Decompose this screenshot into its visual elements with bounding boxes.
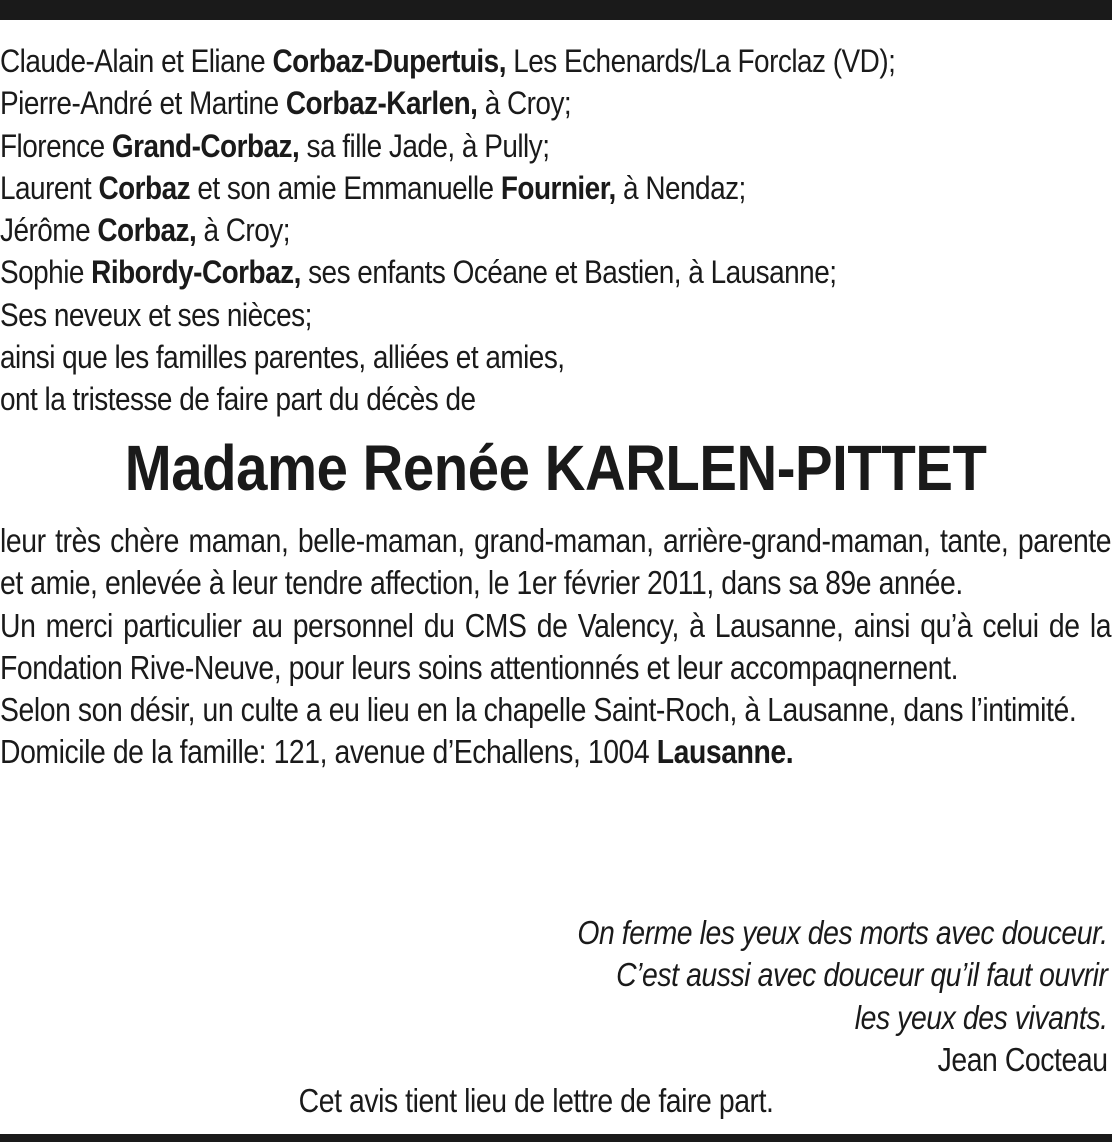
notice-body — [0, 520, 1111, 774]
announcement-line: ont la tristesse de faire part du décès de — [0, 381, 476, 418]
relatives-line: Ses neveux et ses nièces; — [0, 296, 312, 333]
family-line: Laurent Corbaz et son amie Emmanuelle Fournier, à Nendaz; — [0, 169, 746, 206]
bottom-rule — [0, 1134, 1112, 1142]
family-line: Claude-Alain et Eliane Corbaz-Dupertuis, Les Echenards/La Forclaz (VD); — [0, 43, 896, 79]
family-list — [0, 40, 956, 421]
quote-author: Jean Cocteau — [938, 1040, 1108, 1078]
family-line: Florence Grand-Corbaz, sa fille Jade, à Pully; — [0, 127, 550, 164]
quote-line: C’est aussi avec douceur qu’il faut ouvrir — [616, 956, 1108, 994]
family-line: Jérôme Corbaz, à Croy; — [0, 212, 290, 249]
thanks-paragraph: Un merci particulier au personnel du CMS de Valency, à Lausanne, ainsi qu’à celui de la Fondation Rive-Neuve, pour leurs soins attentionnés et leur accompaqnernent. — [0, 606, 1112, 686]
tribute-paragraph: leur très chère maman, belle-maman, grand-maman, arrière-grand-maman, tante, parente et amie, enlevée à leur tendre affection, le 1er février 2011, dans sa 89e année. — [0, 522, 1112, 602]
quote-block — [578, 912, 1108, 1081]
quote-line: les yeux des vivants. — [855, 998, 1108, 1036]
address-paragraph: Domicile de la famille: 121, avenue d’Echallens, 1004 Lausanne. — [0, 733, 794, 771]
footer-note: Cet avis tient lieu de lettre de faire part. — [298, 1082, 774, 1119]
deceased-name: Madame Renée KARLEN-PITTET — [125, 432, 987, 504]
top-rule — [0, 0, 1112, 20]
family-line: Sophie Ribordy-Corbaz, ses enfants Océane et Bastien, à Lausanne; — [0, 254, 837, 291]
relatives-line: ainsi que les familles parentes, alliées et amies, — [0, 339, 565, 376]
family-line: Pierre-André et Martine Corbaz-Karlen, à Croy; — [0, 85, 572, 122]
quote-line: On ferme les yeux des morts avec douceur. — [577, 914, 1108, 951]
ceremony-paragraph: Selon son désir, un culte a eu lieu en la chapelle Saint-Roch, à Lausanne, dans l’intimité. — [0, 691, 1077, 729]
